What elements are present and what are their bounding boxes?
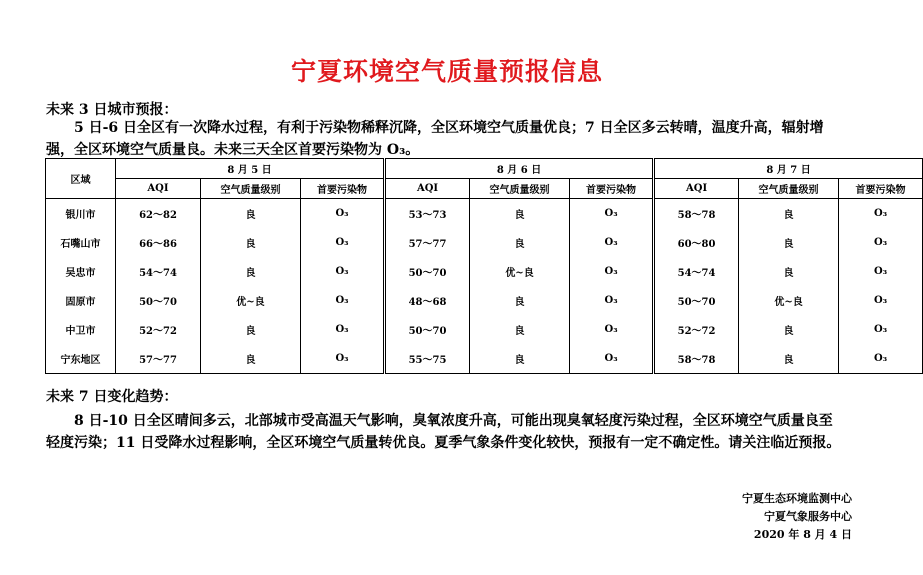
footer-date: 2020 年 8 月 4 日 xyxy=(753,528,852,541)
pollutant-cell: O₃ xyxy=(839,286,923,315)
pollutant-cell: O₃ xyxy=(839,199,923,229)
date-header-3: 8 月 7 日 xyxy=(654,159,923,179)
pollutant-header: 首要污染物 xyxy=(570,179,654,199)
table-row xyxy=(46,315,923,344)
level-cell: 优~良 xyxy=(201,286,301,315)
pollutant-cell: O₃ xyxy=(301,286,385,315)
aqi-header: AQI xyxy=(385,179,470,199)
trend-7day-paragraph: 8 日-10 日全区晴间多云，北部城市受高温天气影响，臭氧浓度升高，可能出现臭氧轻度污染过程，全区环境空气质量良至轻度污染；11 日受降水过程影响，全区环境空气质量转优良。夏季气象条件变化较快，预报有一定不确定性。请关注临近预报。 xyxy=(46,413,841,451)
aqi-cell: 54～74 xyxy=(116,257,201,286)
pollutant-cell: O₃ xyxy=(839,344,923,374)
pollutant-cell: O₃ xyxy=(839,228,923,257)
level-cell: 良 xyxy=(739,315,839,344)
pollutant-cell: O₃ xyxy=(301,344,385,374)
aqi-header: AQI xyxy=(116,179,201,199)
pollutant-cell: O₃ xyxy=(570,315,654,344)
level-header: 空气质量级别 xyxy=(739,179,839,199)
forecast-3day-heading: 未来 3 日城市预报： xyxy=(46,102,178,118)
pollutant-cell: O₃ xyxy=(570,344,654,374)
pollutant-header: 首要污染物 xyxy=(839,179,923,199)
pollutant-cell: O₃ xyxy=(839,257,923,286)
aqi-cell: 48～68 xyxy=(385,286,470,315)
table-row xyxy=(46,344,923,374)
level-cell: 良 xyxy=(739,228,839,257)
trend-7day-heading: 未来 7 日变化趋势： xyxy=(46,389,178,405)
region-header: 区域 xyxy=(46,159,116,199)
level-cell: 良 xyxy=(201,257,301,286)
aqi-cell: 50～70 xyxy=(654,286,739,315)
date-header-2: 8 月 6 日 xyxy=(385,159,654,179)
aqi-cell: 58～78 xyxy=(654,344,739,374)
region-cell: 石嘴山市 xyxy=(46,228,116,257)
level-header: 空气质量级别 xyxy=(201,179,301,199)
level-cell: 良 xyxy=(739,257,839,286)
aqi-cell: 60～80 xyxy=(654,228,739,257)
region-cell: 宁东地区 xyxy=(46,344,116,374)
aqi-cell: 50～70 xyxy=(385,315,470,344)
region-cell: 吴忠市 xyxy=(46,257,116,286)
region-cell: 银川市 xyxy=(46,199,116,229)
level-cell: 良 xyxy=(470,228,570,257)
aqi-cell: 57～77 xyxy=(385,228,470,257)
pollutant-cell: O₃ xyxy=(301,228,385,257)
level-cell: 良 xyxy=(470,344,570,374)
level-cell: 优~良 xyxy=(739,286,839,315)
table-row xyxy=(46,228,923,257)
level-cell: 良 xyxy=(201,344,301,374)
pollutant-cell: O₃ xyxy=(570,257,654,286)
footer-signature xyxy=(742,490,852,544)
footer-org-1: 宁夏生态环境监测中心 xyxy=(742,492,852,505)
level-header: 空气质量级别 xyxy=(470,179,570,199)
page-title: 宁夏环境空气质量预报信息 xyxy=(290,57,603,86)
aqi-cell: 54～74 xyxy=(654,257,739,286)
pollutant-cell: O₃ xyxy=(570,286,654,315)
pollutant-cell: O₃ xyxy=(301,315,385,344)
level-cell: 良 xyxy=(470,286,570,315)
level-cell: 良 xyxy=(739,344,839,374)
pollutant-cell: O₃ xyxy=(839,315,923,344)
aqi-header: AQI xyxy=(654,179,739,199)
region-cell: 中卫市 xyxy=(46,315,116,344)
aqi-cell: 50～70 xyxy=(116,286,201,315)
level-cell: 优~良 xyxy=(470,257,570,286)
level-cell: 良 xyxy=(201,199,301,229)
date-header-1: 8 月 5 日 xyxy=(116,159,385,179)
footer-org-2: 宁夏气象服务中心 xyxy=(764,510,852,523)
aqi-forecast-table xyxy=(45,158,923,374)
aqi-cell: 52～72 xyxy=(116,315,201,344)
level-cell: 良 xyxy=(201,315,301,344)
forecast-3day-paragraph: 5 日-6 日全区有一次降水过程，有利于污染物稀释沉降，全区环境空气质量优良；7 日全区多云转晴，温度升高，辐射增强，全区环境空气质量良。未来三天全区首要污染物为 O₃。 xyxy=(46,120,824,158)
table-row xyxy=(46,286,923,315)
pollutant-cell: O₃ xyxy=(570,199,654,229)
pollutant-header: 首要污染物 xyxy=(301,179,385,199)
level-cell: 良 xyxy=(201,228,301,257)
pollutant-cell: O₃ xyxy=(301,199,385,229)
level-cell: 良 xyxy=(470,315,570,344)
aqi-cell: 62～82 xyxy=(116,199,201,229)
aqi-cell: 53～73 xyxy=(385,199,470,229)
region-cell: 固原市 xyxy=(46,286,116,315)
table-row xyxy=(46,199,923,229)
aqi-cell: 55～75 xyxy=(385,344,470,374)
pollutant-cell: O₃ xyxy=(570,228,654,257)
aqi-cell: 57～77 xyxy=(116,344,201,374)
level-cell: 良 xyxy=(470,199,570,229)
aqi-cell: 50～70 xyxy=(385,257,470,286)
aqi-cell: 52～72 xyxy=(654,315,739,344)
level-cell: 良 xyxy=(739,199,839,229)
aqi-cell: 66～86 xyxy=(116,228,201,257)
pollutant-cell: O₃ xyxy=(301,257,385,286)
table-row xyxy=(46,257,923,286)
aqi-cell: 58～78 xyxy=(654,199,739,229)
